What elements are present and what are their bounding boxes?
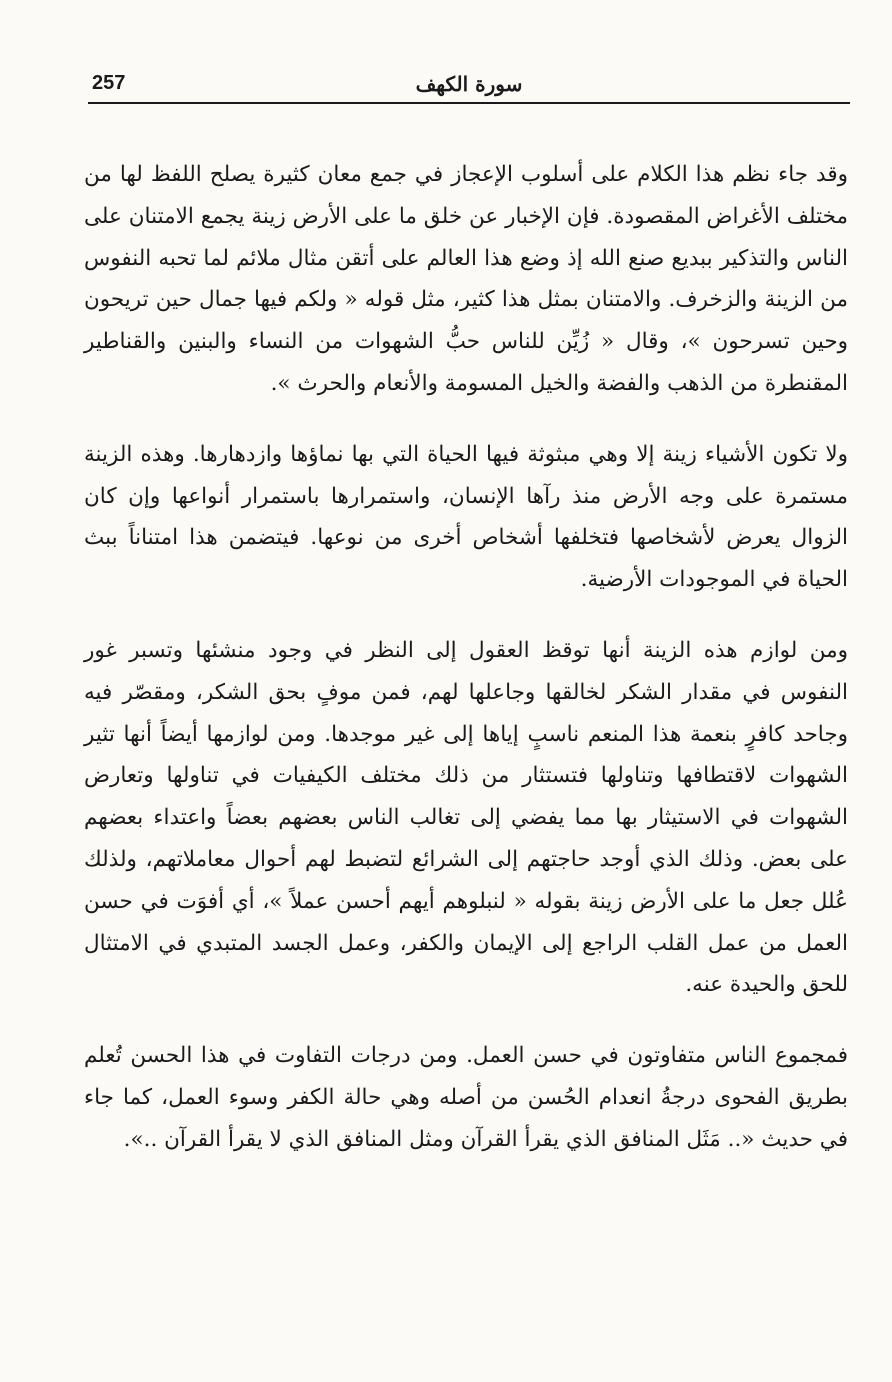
paragraph: ولا تكون الأشياء زينة إلا وهي مبثوثة فيها الحياة التي بها نماؤها وازدهارها. وهذه الزينة مستمرة على وجه الأرض منذ رآها الإنسان، واستمرارها باستمرار أنواعها وإن كان الزوال يعرض لأشخاصها فتخلفها أشخاص أخرى من نوعها. فيتضمن هذا امتناناً ببث الحياة في الموجودات الأرضية. — [84, 441, 848, 593]
paragraph: فمجموع الناس متفاوتون في حسن العمل. ومن درجات التفاوت في هذا الحسن تُعلم بطريق الفحوى درجةُ انعدام الحُسن من أصله وهي حالة الكفر وسوء العمل، كما جاء في حديث «.. مَثَل المنافق الذي يقرأ القرآن ومثل المنافق الذي لا يقرأ القرآن ..». — [84, 1043, 848, 1152]
page-number: 257 — [92, 72, 126, 94]
page-header — [88, 68, 850, 104]
paragraph: وقد جاء نظم هذا الكلام على أسلوب الإعجاز في جمع معان كثيرة يصلح اللفظ لها من مختلف الأغراض المقصودة. فإن الإخبار عن خلق ما على الأرض زينة يجمع الامتنان على الناس والتذكير ببديع صنع الله إذ وضع هذا العالم على أتقن مثال ملائم لما تحبه النفوس من الزينة والزخرف. والامتنان بمثل هذا كثير، مثل قوله « ولكم فيها جمال حين تريحون وحين تسرحون »، وقال « زُيِّن للناس حبُّ الشهوات من النساء والبنين والقناطير المقنطرة من الذهب والفضة والخيل المسومة والأنعام والحرث ». — [84, 162, 848, 396]
paragraph: ومن لوازم هذه الزينة أنها توقظ العقول إلى النظر في وجود منشئها وتسبر غور النفوس في مقدار الشكر لخالقها وجاعلها لهم، فمن موفٍ بحق الشكر، ومقصّر فيه وجاحد كافرٍ بنعمة هذا المنعم ناسبٍ إياها إلى غير موجدها. ومن لوازمها أيضاً أنها تثير الشهوات لاقتطافها وتناولها فتستثار من ذلك مختلف الكيفيات في تناولها وتعارض الشهوات في الاستيثار بها مما يفضي إلى تغالب الناس بعضهم بعضاً واعتداء بعضهم على بعض. وذلك الذي أوجد حاجتهم إلى الشرائع لتضبط لهم أحوال معاملاتهم، ولذلك عُلل جعل ما على الأرض زينة بقوله « لنبلوهم أيهم أحسن عملاً »، أي أفوَت في حسن العمل من عمل القلب الراجع إلى الإيمان والكفر، وعمل الجسد المتبدي في الامتثال للحق والحيدة عنه. — [84, 637, 848, 998]
running-title: سورة الكهف — [415, 72, 523, 96]
page-body — [84, 154, 848, 1190]
